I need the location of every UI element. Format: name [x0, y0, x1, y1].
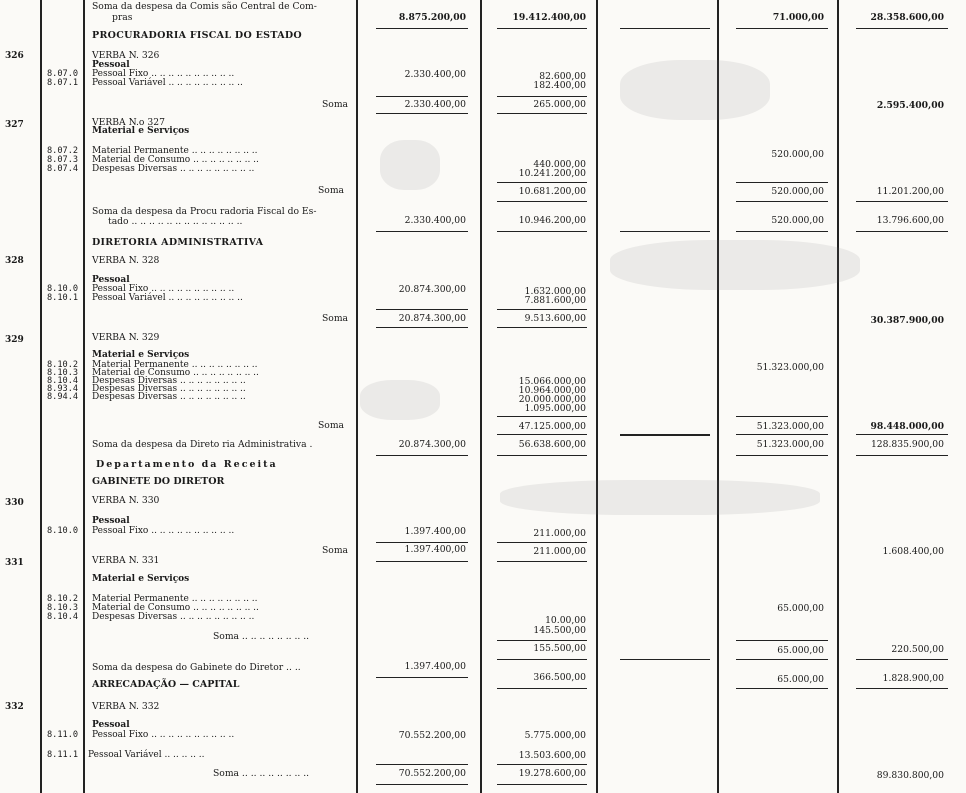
value-c4: 65.000,00: [777, 603, 824, 614]
rule: [497, 28, 587, 29]
value-c1: 20.874.300,00: [398, 439, 466, 450]
item-code: 8.10.2: [47, 594, 79, 604]
soma-label: Soma da despesa da Comis são Central de Com-: [92, 1, 317, 12]
scan-smudge: [380, 140, 440, 190]
item-label: Material Permanente .. .. .. .. .. .. .. ..: [92, 360, 258, 370]
value-c2: 211.000,00: [533, 528, 586, 539]
column-rule: [83, 0, 85, 793]
rule: [497, 640, 587, 641]
value-c1: 1.397.400,00: [404, 544, 466, 555]
value-c5: 11.201.200,00: [876, 186, 944, 197]
verba-subtitle: Material e Serviços: [92, 574, 190, 584]
rule: [497, 659, 587, 660]
value-c4: 51.323.000,00: [756, 421, 824, 432]
value-c2: 265.000,00: [533, 99, 586, 110]
rule: [376, 113, 468, 114]
rule: [497, 784, 587, 785]
verba-title: VERBA N. 332: [92, 701, 160, 712]
value-c4: 520.000,00: [771, 186, 824, 197]
rule: [376, 96, 468, 97]
value-c2: 10.00,00: [545, 615, 586, 626]
verba-subtitle: Pessoal: [92, 275, 130, 285]
rule: [376, 309, 468, 310]
verba-title: VERBA N. 329: [92, 332, 160, 343]
rule: [376, 677, 468, 678]
value-c2: 1.632.000,00: [524, 286, 586, 297]
rule: [736, 688, 828, 689]
value-c2: 1.095.000,00: [524, 403, 586, 414]
rule: [376, 327, 468, 328]
soma-label: Soma: [318, 420, 345, 431]
value-c4: 65.000,00: [777, 674, 824, 685]
value-c1: 20.874.300,00: [398, 284, 466, 295]
value-c1: 2.330.400,00: [404, 99, 466, 110]
column-rule: [40, 0, 42, 793]
soma-label: Soma: [322, 545, 349, 556]
rule: [376, 764, 468, 765]
value-c4: 520.000,00: [771, 215, 824, 226]
value-c2: 19.412.400,00: [512, 12, 586, 23]
verba-title: VERBA N. 326: [92, 50, 160, 61]
item-code: 8.07.3: [47, 155, 79, 165]
value-c2: 5.775.000,00: [524, 730, 586, 741]
item-code: 8.07.4: [47, 164, 79, 174]
rule: [497, 231, 587, 232]
soma-label-continued: tado .. .. .. .. .. .. .. .. .. .. .. .. ..: [108, 216, 243, 227]
item-label: Despesas Diversas .. .. .. .. .. .. .. ..: [92, 384, 246, 394]
item-label: Despesas Diversas .. .. .. .. .. .. .. ..: [92, 392, 246, 402]
verba-number: 331: [5, 558, 24, 568]
value-c5: 1.828.900,00: [882, 673, 944, 684]
value-c1: 2.330.400,00: [404, 69, 466, 80]
item-code: 8.10.4: [47, 612, 79, 622]
rule: [497, 434, 587, 435]
value-c5: 13.796.600,00: [876, 215, 944, 226]
item-label: Despesas Diversas .. .. .. .. .. .. .. .. ..: [92, 612, 255, 622]
section-heading: DIRETORIA ADMINISTRATIVA: [92, 237, 264, 248]
value-c2: 82.600,00: [539, 71, 586, 82]
item-label: Despesas Diversas .. .. .. .. .. .. .. ..: [92, 376, 246, 386]
item-code: 8.07.2: [47, 146, 79, 156]
value-c5: 89.830.800,00: [876, 770, 944, 781]
rule: [620, 231, 710, 232]
rule: [620, 28, 710, 29]
item-label: Pessoal Fixo .. .. .. .. .. .. .. .. .. ..: [92, 730, 235, 740]
verba-subtitle: Pessoal: [92, 60, 130, 70]
soma-label: Soma da despesa da Procu radoria Fiscal do Es-: [92, 206, 317, 217]
rule: [856, 231, 948, 232]
value-c2: 56.638.600,00: [518, 439, 586, 450]
rule: [856, 28, 948, 29]
soma-label-continued: pras: [112, 12, 133, 23]
rule: [736, 659, 828, 660]
rule: [736, 28, 828, 29]
verba-subtitle: Pessoal: [92, 516, 130, 526]
item-label: Pessoal Fixo .. .. .. .. .. .. .. .. .. ..: [92, 284, 235, 294]
rule: [856, 455, 948, 456]
item-code: 8.11.0: [47, 730, 79, 740]
rule: [620, 659, 710, 660]
value-c2: 211.000,00: [533, 546, 586, 557]
value-c4: 65.000,00: [777, 645, 824, 656]
section-heading: PROCURADORIA FISCAL DO ESTADO: [92, 30, 302, 41]
item-code: 8.10.4: [47, 376, 79, 386]
value-c5: 220.500,00: [891, 644, 944, 655]
item-code: 8.07.0: [47, 69, 79, 79]
value-c2: 7.881.600,00: [524, 295, 586, 306]
rule: [736, 434, 828, 435]
item-code: 8.10.0: [47, 284, 79, 294]
value-c1: 1.397.400,00: [404, 661, 466, 672]
column-rule: [596, 0, 598, 793]
soma-label: Soma .. .. .. .. .. .. .. ..: [213, 768, 310, 779]
verba-number: 326: [5, 51, 24, 61]
item-label: Material Permanente .. .. .. .. .. .. .. ..: [92, 594, 258, 604]
value-c4: 520.000,00: [771, 149, 824, 160]
soma-label: Soma: [318, 185, 345, 196]
item-label: Pessoal Variável .. .. .. .. .. .. .. .. ..: [92, 293, 243, 303]
verba-number: 327: [5, 120, 24, 130]
column-rule: [480, 0, 482, 793]
scan-smudge: [620, 60, 770, 120]
value-c2: 10.241.200,00: [518, 168, 586, 179]
value-c2: 9.513.600,00: [524, 313, 586, 324]
item-code: 8.93.4: [47, 384, 79, 394]
item-label: Pessoal Variável .. .. .. .. .. .. .. .. ..: [92, 78, 243, 88]
value-c2: 10.946.200,00: [518, 215, 586, 226]
rule: [497, 309, 587, 310]
rule: [856, 659, 948, 660]
value-c2: 155.500,00: [533, 643, 586, 654]
value-c2: 47.125.000,00: [518, 421, 586, 432]
section-heading: GABINETE DO DIRETOR: [92, 476, 225, 487]
verba-subtitle: Pessoal: [92, 720, 130, 730]
item-code: 8.07.1: [47, 78, 79, 88]
rule: [856, 688, 948, 689]
rule: [497, 561, 587, 562]
value-c2: 13.503.600,00: [518, 750, 586, 761]
rule: [497, 416, 587, 417]
value-c2: 440.000,00: [533, 159, 586, 170]
column-rule: [837, 0, 839, 793]
rule: [376, 542, 468, 543]
verba-subtitle: Material e Serviços: [92, 350, 190, 360]
rule: [736, 640, 828, 641]
value-c4: 71.000,00: [772, 12, 824, 23]
rule: [376, 455, 468, 456]
rule: [497, 455, 587, 456]
item-code: 8.10.0: [47, 526, 79, 536]
value-c2: 182.400,00: [533, 80, 586, 91]
rule: [497, 96, 587, 97]
item-code: 8.94.4: [47, 392, 79, 402]
column-rule: [356, 0, 358, 793]
item-code: 8.10.1: [47, 293, 79, 303]
value-c2: 15.066.000,00: [518, 376, 586, 387]
value-c1: 8.875.200,00: [398, 12, 466, 23]
value-c5: 128.835.900,00: [870, 439, 944, 450]
item-code: 8.10.2: [47, 360, 79, 370]
value-c4: 51.323.000,00: [756, 439, 824, 450]
value-c1: 70.552.200,00: [398, 768, 466, 779]
rule: [736, 455, 828, 456]
item-code: 8.10.3: [47, 603, 79, 613]
verba-title: VERBA N. 331: [92, 555, 160, 566]
soma-label: Soma: [322, 313, 349, 324]
item-label: Despesas Diversas .. .. .. .. .. .. .. .. ..: [92, 164, 255, 174]
value-c2: 10.681.200,00: [518, 186, 586, 197]
scan-smudge: [500, 480, 820, 515]
rule: [736, 182, 828, 183]
item-label: Pessoal Fixo .. .. .. .. .. .. .. .. .. ..: [92, 69, 235, 79]
value-c4: 51.323.000,00: [756, 362, 824, 373]
rule: [376, 28, 468, 29]
rule: [376, 561, 468, 562]
verba-number: 328: [5, 256, 24, 266]
value-c1: 1.397.400,00: [404, 526, 466, 537]
verba-subtitle: Material e Serviços: [92, 126, 190, 136]
soma-label: Soma .. .. .. .. .. .. .. ..: [213, 631, 310, 642]
rule: [497, 764, 587, 765]
rule: [736, 416, 828, 417]
verba-number: 332: [5, 702, 24, 712]
value-c5: 98.448.000,00: [870, 421, 944, 432]
value-c2: 10.964.000,00: [518, 385, 586, 396]
rule: [736, 231, 828, 232]
rule: [856, 434, 948, 435]
rule: [497, 688, 587, 689]
rule: [497, 542, 587, 543]
item-code: 8.10.3: [47, 368, 79, 378]
item-label: Pessoal Variável .. .. .. .. ..: [88, 750, 205, 760]
verba-title: VERBA N. 328: [92, 255, 160, 266]
verba-number: 330: [5, 498, 24, 508]
item-label: Pessoal Fixo .. .. .. .. .. .. .. .. .. ..: [92, 526, 235, 536]
rule: [497, 327, 587, 328]
rule: [497, 201, 587, 202]
item-label: Material de Consumo .. .. .. .. .. .. .. ..: [92, 155, 259, 165]
rule: [497, 182, 587, 183]
item-label: Material Permanente .. .. .. .. .. .. .. ..: [92, 146, 258, 156]
value-c5: 28.358.600,00: [870, 12, 944, 23]
soma-label: Soma da despesa da Direto ria Administrativa .: [92, 439, 313, 450]
rule: [620, 434, 710, 436]
value-c2: 145.500,00: [533, 625, 586, 636]
verba-number: 329: [5, 335, 24, 345]
section-heading: Departamento da Receita: [96, 459, 278, 470]
rule: [376, 784, 468, 785]
soma-label: Soma da despesa do Gabinete do Diretor .. ..: [92, 662, 301, 673]
value-c1: 70.552.200,00: [398, 730, 466, 741]
soma-label: Soma: [322, 99, 349, 110]
item-label: Material de Consumo .. .. .. .. .. .. .. ..: [92, 368, 259, 378]
value-c2: 366.500,00: [533, 672, 586, 683]
section-heading: ARRECADAÇÃO — CAPITAL: [92, 679, 240, 690]
value-c5: 1.608.400,00: [882, 546, 944, 557]
rule: [497, 113, 587, 114]
value-c5: 2.595.400,00: [876, 100, 944, 111]
scan-smudge: [610, 240, 860, 290]
rule: [856, 201, 948, 202]
item-label: Material de Consumo .. .. .. .. .. .. .. ..: [92, 603, 259, 613]
value-c1: 20.874.300,00: [398, 313, 466, 324]
rule: [736, 201, 828, 202]
rule: [376, 231, 468, 232]
value-c1: 2.330.400,00: [404, 215, 466, 226]
scan-smudge: [360, 380, 440, 420]
value-c2: 19.278.600,00: [518, 768, 586, 779]
value-c5: 30.387.900,00: [870, 315, 944, 326]
item-code: 8.11.1: [47, 750, 79, 760]
verba-title: VERBA N. 330: [92, 495, 160, 506]
value-c2: 20.000.000,00: [518, 394, 586, 405]
verba-title: VERBA N.o 327: [92, 117, 165, 128]
